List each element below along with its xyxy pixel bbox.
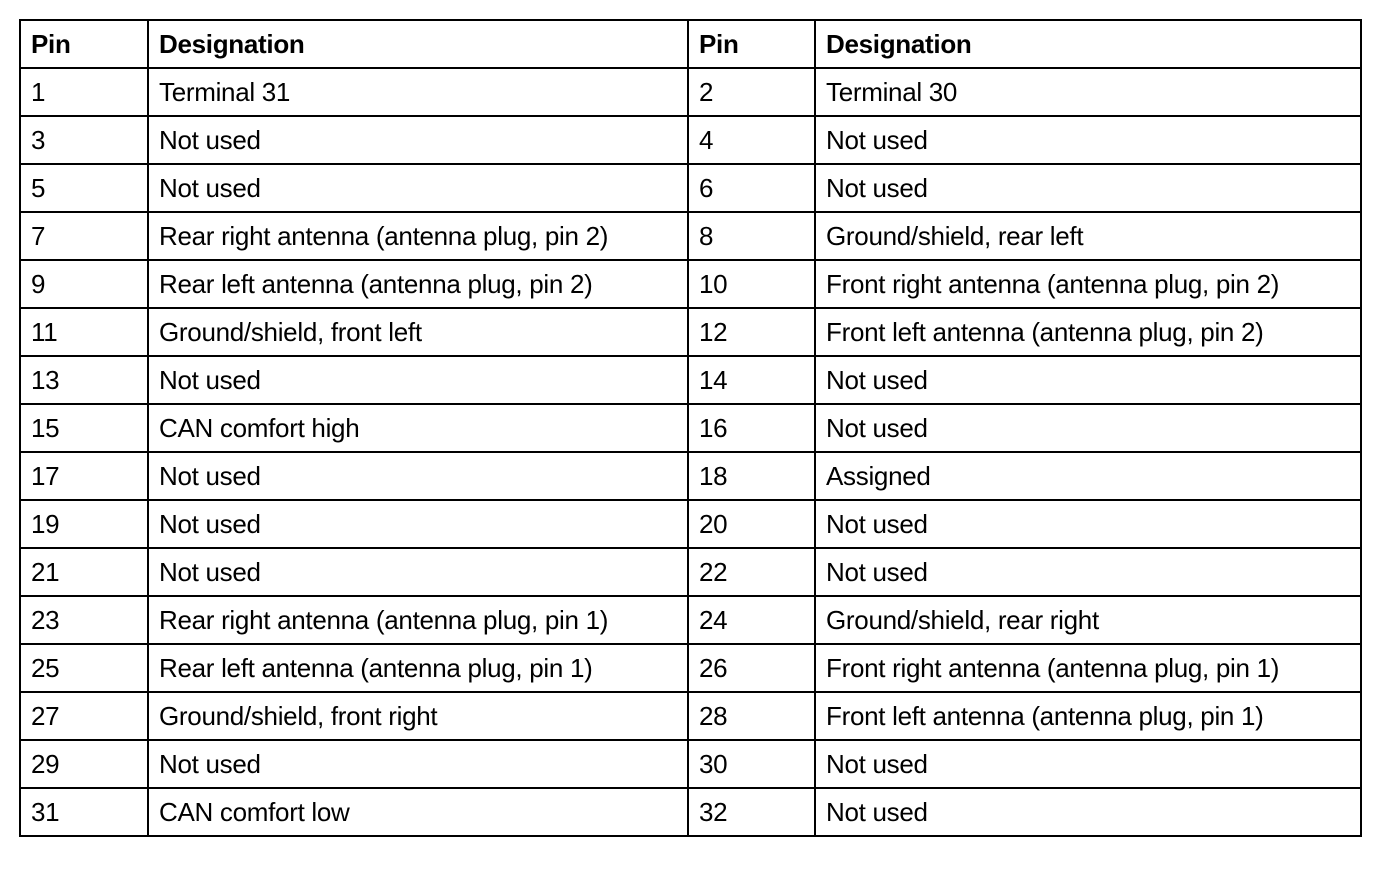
cell-designation-left: Not used — [148, 164, 688, 212]
header-pin-right: Pin — [688, 20, 815, 68]
cell-pin-right: 16 — [688, 404, 815, 452]
cell-designation-left: CAN comfort low — [148, 788, 688, 836]
table-row — [20, 356, 1361, 404]
cell-designation-right: Not used — [815, 164, 1361, 212]
cell-pin-left: 21 — [20, 548, 148, 596]
header-designation-left: Designation — [148, 20, 688, 68]
table-row — [20, 596, 1361, 644]
cell-pin-left: 29 — [20, 740, 148, 788]
cell-designation-left: Not used — [148, 452, 688, 500]
cell-pin-left: 7 — [20, 212, 148, 260]
cell-pin-left: 9 — [20, 260, 148, 308]
cell-designation-right: Assigned — [815, 452, 1361, 500]
cell-designation-left: Not used — [148, 356, 688, 404]
table-row — [20, 212, 1361, 260]
cell-designation-left: Not used — [148, 500, 688, 548]
table-row — [20, 500, 1361, 548]
cell-pin-left: 11 — [20, 308, 148, 356]
cell-designation-right: Front left antenna (antenna plug, pin 1) — [815, 692, 1361, 740]
cell-designation-left: CAN comfort high — [148, 404, 688, 452]
pin-assignment-table — [19, 19, 1362, 837]
cell-pin-left: 19 — [20, 500, 148, 548]
cell-designation-left: Ground/shield, front right — [148, 692, 688, 740]
header-designation-right: Designation — [815, 20, 1361, 68]
cell-pin-left: 3 — [20, 116, 148, 164]
cell-designation-right: Not used — [815, 548, 1361, 596]
cell-designation-right: Front right antenna (antenna plug, pin 2) — [815, 260, 1361, 308]
cell-designation-right: Not used — [815, 740, 1361, 788]
cell-pin-right: 30 — [688, 740, 815, 788]
table-row — [20, 260, 1361, 308]
cell-designation-right: Ground/shield, rear left — [815, 212, 1361, 260]
header-pin-left: Pin — [20, 20, 148, 68]
cell-pin-right: 10 — [688, 260, 815, 308]
cell-pin-left: 25 — [20, 644, 148, 692]
cell-designation-right: Not used — [815, 500, 1361, 548]
cell-pin-left: 31 — [20, 788, 148, 836]
table-row — [20, 692, 1361, 740]
table-row — [20, 452, 1361, 500]
cell-pin-right: 28 — [688, 692, 815, 740]
cell-designation-right: Not used — [815, 788, 1361, 836]
cell-pin-right: 26 — [688, 644, 815, 692]
table-row — [20, 164, 1361, 212]
table-row — [20, 404, 1361, 452]
table-row — [20, 548, 1361, 596]
cell-pin-right: 18 — [688, 452, 815, 500]
header-row — [20, 20, 1361, 68]
table-row — [20, 644, 1361, 692]
cell-designation-left: Not used — [148, 116, 688, 164]
cell-pin-right: 8 — [688, 212, 815, 260]
cell-pin-right: 14 — [688, 356, 815, 404]
cell-designation-left: Terminal 31 — [148, 68, 688, 116]
table-row — [20, 116, 1361, 164]
cell-pin-right: 22 — [688, 548, 815, 596]
cell-designation-right: Not used — [815, 356, 1361, 404]
cell-pin-left: 15 — [20, 404, 148, 452]
cell-pin-right: 24 — [688, 596, 815, 644]
cell-pin-left: 5 — [20, 164, 148, 212]
cell-designation-left: Ground/shield, front left — [148, 308, 688, 356]
cell-pin-right: 32 — [688, 788, 815, 836]
cell-pin-left: 1 — [20, 68, 148, 116]
cell-designation-left: Rear left antenna (antenna plug, pin 1) — [148, 644, 688, 692]
cell-designation-right: Ground/shield, rear right — [815, 596, 1361, 644]
cell-pin-right: 4 — [688, 116, 815, 164]
table-header — [20, 20, 1361, 68]
cell-pin-right: 6 — [688, 164, 815, 212]
cell-designation-right: Front left antenna (antenna plug, pin 2) — [815, 308, 1361, 356]
cell-pin-left: 13 — [20, 356, 148, 404]
cell-pin-right: 20 — [688, 500, 815, 548]
table-body — [20, 68, 1361, 836]
cell-designation-left: Not used — [148, 548, 688, 596]
cell-designation-right: Not used — [815, 116, 1361, 164]
cell-pin-right: 12 — [688, 308, 815, 356]
cell-pin-left: 27 — [20, 692, 148, 740]
cell-pin-left: 23 — [20, 596, 148, 644]
cell-designation-right: Not used — [815, 404, 1361, 452]
cell-pin-right: 2 — [688, 68, 815, 116]
table-row — [20, 740, 1361, 788]
cell-designation-left: Rear right antenna (antenna plug, pin 2) — [148, 212, 688, 260]
cell-designation-left: Rear left antenna (antenna plug, pin 2) — [148, 260, 688, 308]
cell-designation-left: Not used — [148, 740, 688, 788]
cell-pin-left: 17 — [20, 452, 148, 500]
table-row — [20, 788, 1361, 836]
table-row — [20, 308, 1361, 356]
cell-designation-left: Rear right antenna (antenna plug, pin 1) — [148, 596, 688, 644]
cell-designation-right: Front right antenna (antenna plug, pin 1) — [815, 644, 1361, 692]
table-row — [20, 68, 1361, 116]
cell-designation-right: Terminal 30 — [815, 68, 1361, 116]
